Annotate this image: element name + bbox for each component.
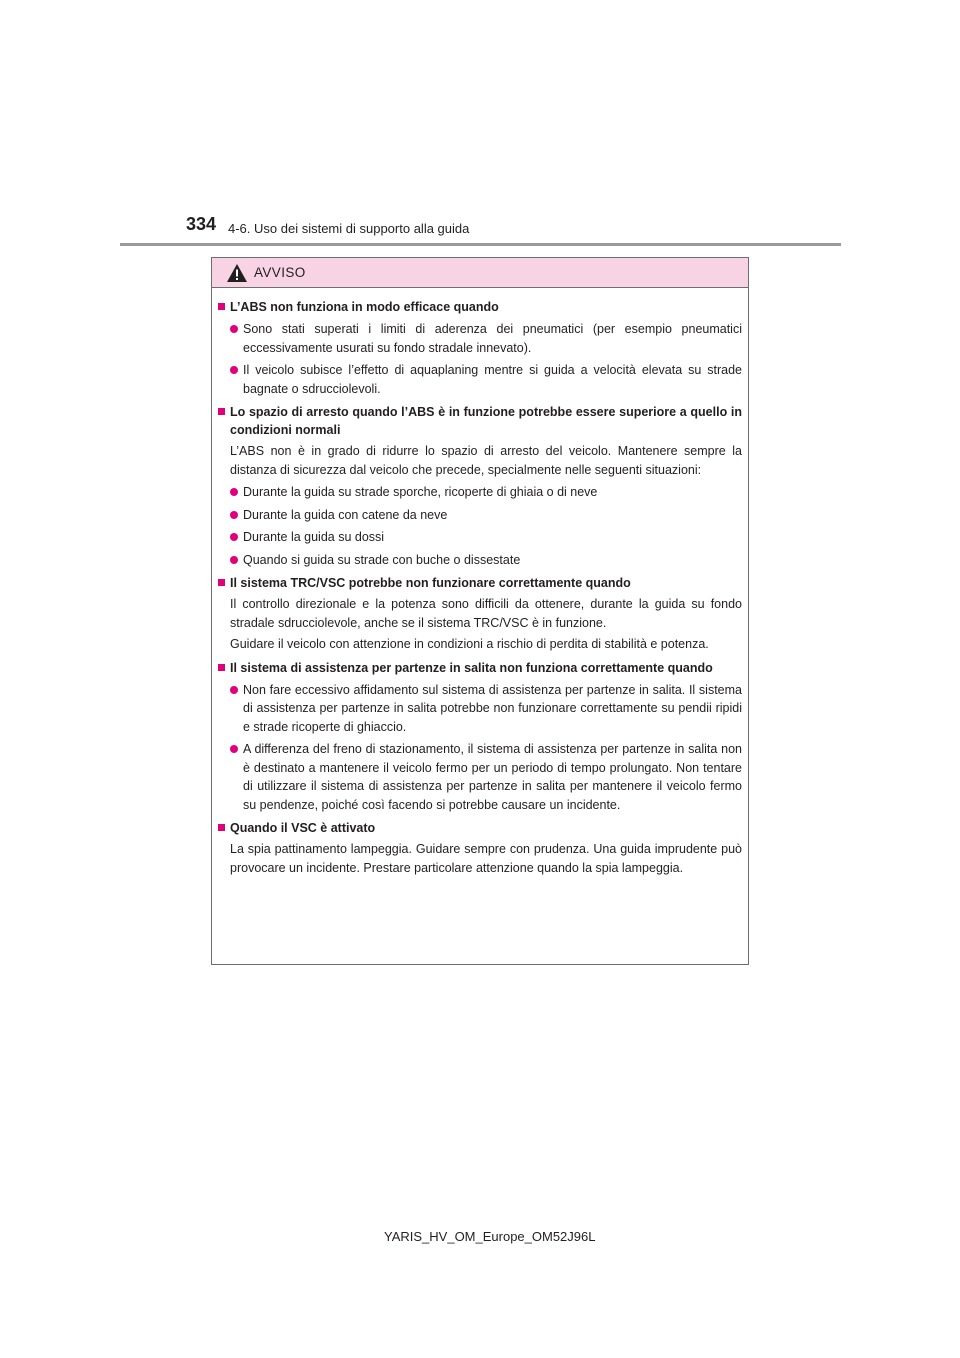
bullet-text: Durante la guida con catene da neve [243, 507, 448, 522]
section-title-text: Quando il VSC è attivato [230, 821, 376, 835]
section-paragraph: La spia pattinamento lampeggia. Guidare sempre con prudenza. Una guida imprudente può provocare un incidente. Prestare particolare attenzione quando la spia lampeggia. [230, 842, 742, 875]
bullet-text: Il veicolo subisce l’effetto di aquaplaning mentre si guida a velocità elevata su strade bagnate o sdrucciolevoli. [243, 363, 742, 396]
bullet-text: Quando si guida su strade con buche o dissestate [243, 552, 521, 567]
document-code: YARIS_HV_OM_Europe_OM52J96L [384, 1229, 596, 1244]
header-rule [120, 243, 841, 246]
warning-section [218, 403, 742, 569]
circle-bullet-icon [230, 366, 238, 374]
bullet-item [230, 483, 742, 502]
page-number: 334 [186, 214, 217, 234]
circle-bullet-icon [230, 556, 238, 564]
bullet-text: A differenza del freno di stazionamento, il sistema di assistenza per partenze in salita non è destinato a mantenere il veicolo fermo per un periodo di tempo prolungato. Non tentare di utilizzare il sistema di assistenza per partenze in salita per mantenere il veicolo fermo su pendenze, poiché così facendo si potrebbe causare un incidente. [243, 742, 742, 812]
section-heading [218, 574, 742, 592]
warning-triangle-icon [226, 263, 248, 283]
bullet-text: Durante la guida su strade sporche, ricoperte di ghiaia o di neve [243, 485, 598, 499]
bullet-text: Non fare eccessivo affidamento sul sistema di assistenza per partenze in salita. Il sistema di assistenza per partenze in salita potrebbe non funzionare correttamente su pendii ripidi e strade ricoperte di ghiaccio. [243, 682, 742, 734]
warning-section [218, 659, 742, 815]
section-paragraph: L’ABS non è in grado di ridurre lo spazio di arresto del veicolo. Mantenere sempre la distanza di sicurezza dal veicolo che precede, specialmente nelle seguenti situazioni: [230, 444, 742, 477]
circle-bullet-icon [230, 511, 238, 519]
section-heading [218, 403, 742, 439]
bullet-item [230, 740, 742, 814]
bullet-item [230, 320, 742, 357]
bullet-item [230, 551, 742, 570]
warning-section [218, 574, 742, 654]
section-heading [218, 819, 742, 837]
square-bullet-icon [218, 664, 225, 671]
section-title: 4-6. Uso dei sistemi di supporto alla guida [228, 221, 470, 236]
square-bullet-icon [218, 824, 225, 831]
circle-bullet-icon [230, 745, 238, 753]
circle-bullet-icon [230, 686, 238, 694]
bullet-item [230, 681, 742, 737]
bullet-text: Sono stati superati i limiti di aderenza dei pneumatici (per esempio pneumatici eccessivamente usurati su fondo stradale innevato). [243, 322, 742, 355]
section-title-text: L’ABS non funziona in modo efficace quando [230, 300, 499, 314]
circle-bullet-icon [230, 533, 238, 541]
warning-section [218, 298, 742, 398]
warning-section [218, 819, 742, 877]
warning-title: AVVISO [254, 265, 306, 280]
warning-header [212, 258, 748, 288]
section-paragraph: Guidare il veicolo con attenzione in condizioni a rischio di perdita di stabilità e potenza. [230, 637, 709, 651]
circle-bullet-icon [230, 325, 238, 333]
square-bullet-icon [218, 303, 225, 310]
bullet-item [230, 361, 742, 398]
section-title-text: Lo spazio di arresto quando l’ABS è in funzione potrebbe essere superiore a quello in condizioni normali [230, 405, 742, 437]
bullet-text: Durante la guida su dossi [243, 530, 385, 544]
square-bullet-icon [218, 408, 225, 415]
circle-bullet-icon [230, 488, 238, 496]
bullet-item [230, 506, 742, 525]
warning-box [211, 257, 749, 965]
section-title-text: Il sistema TRC/VSC potrebbe non funzionare correttamente quando [230, 576, 631, 590]
section-paragraph: Il controllo direzionale e la potenza sono difficili da ottenere, durante la guida su fondo stradale sdrucciolevole, anche se il sistema TRC/VSC è in funzione. [230, 597, 742, 630]
section-heading [218, 298, 742, 316]
bullet-item [230, 528, 742, 547]
section-title-text: Il sistema di assistenza per partenze in salita non funziona correttamente quando [230, 660, 713, 675]
square-bullet-icon [218, 579, 225, 586]
warning-body [212, 288, 748, 877]
section-heading [218, 659, 742, 677]
